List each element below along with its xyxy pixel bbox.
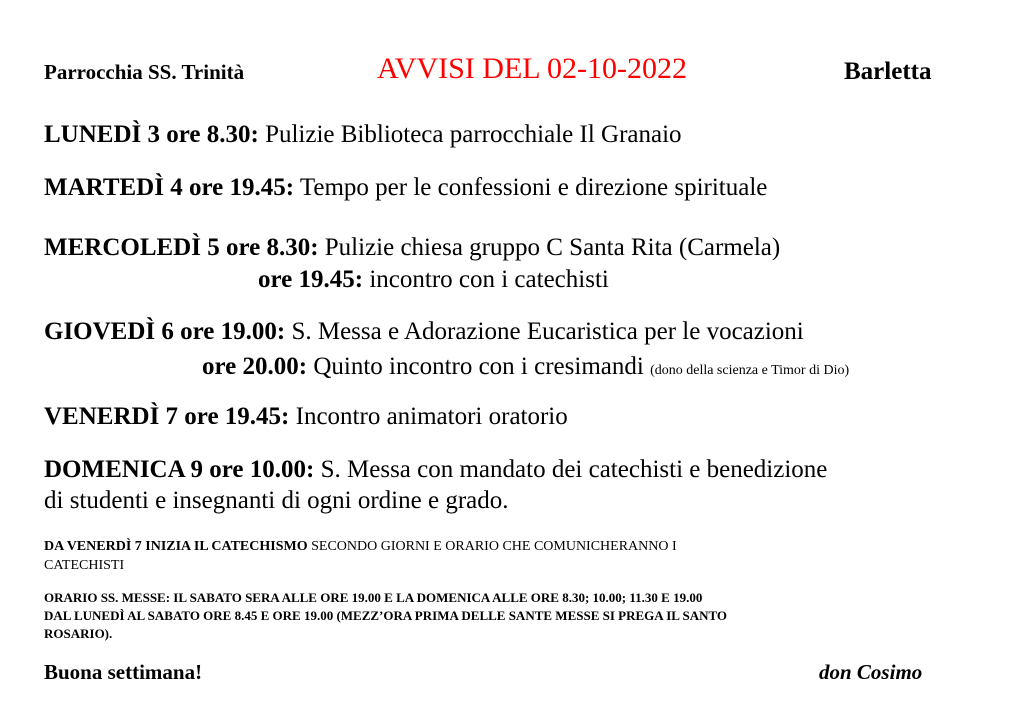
event-text: incontro con i catechisti — [369, 266, 609, 293]
event-text: Tempo per le confessioni e direzione spirituale — [299, 174, 768, 201]
event-tuesday — [44, 173, 767, 203]
mass-schedule-line-3: ROSARIO). — [44, 626, 113, 641]
event-text: di studenti e insegnanti di ogni ordine e grado. — [44, 487, 509, 514]
event-key: MERCOLEDÌ 5 ore 8.30: — [44, 234, 319, 261]
page-title: AVVISI DEL 02-10-2022 — [377, 52, 687, 85]
event-thursday-evening — [202, 352, 849, 386]
event-thursday — [44, 317, 804, 347]
catechism-notice-continued — [44, 556, 124, 575]
event-sunday-continued — [44, 486, 509, 516]
catechism-notice — [44, 537, 677, 556]
parish-name: Parrocchia SS. Trinità — [44, 60, 245, 84]
notice-key: DA VENERDÌ 7 INIZIA IL CATECHISMO — [44, 539, 308, 554]
event-key: LUNEDÌ 3 ore 8.30: — [44, 121, 259, 148]
event-note: (dono della scienza e Timor di Dio) — [650, 363, 850, 378]
event-sunday — [44, 455, 827, 485]
mass-schedule-line-2: DAL LUNEDÌ AL SABATO ORE 8.45 E ORE 19.00 (MEZZ’ORA PRIMA DELLE SANTE MESSE SI PREGA IL SANTO — [44, 608, 728, 623]
greeting: Buona settimana! — [44, 660, 203, 684]
event-monday — [44, 120, 682, 150]
event-friday — [44, 402, 568, 432]
city-name: Barletta — [844, 58, 932, 85]
notice-text: SECONDO GIORNI E ORARIO CHE COMUNICHERANNO I — [311, 539, 677, 554]
event-text: Pulizie chiesa gruppo C Santa Rita (Carmela) — [324, 234, 781, 261]
event-text: S. Messa e Adorazione Eucaristica per le vocazioni — [291, 318, 804, 345]
event-text: Quinto incontro con i cresimandi — [313, 353, 644, 380]
event-text: Pulizie Biblioteca parrocchiale Il Granaio — [265, 121, 682, 148]
event-key: ore 19.45: — [258, 266, 364, 293]
mass-schedule-line-1: ORARIO SS. MESSE: IL SABATO SERA ALLE ORE 19.00 E LA DOMENICA ALLE ORE 8.30; 10.00; 11.30 E 19.00 — [44, 590, 703, 605]
event-key: ore 20.00: — [202, 353, 308, 380]
event-wednesday — [44, 233, 780, 263]
signature: don Cosimo — [819, 660, 923, 684]
event-key: MARTEDÌ 4 ore 19.45: — [44, 174, 295, 201]
event-key: VENERDÌ 7 ore 19.45: — [44, 403, 290, 430]
event-key: GIOVEDÌ 6 ore 19.00: — [44, 318, 286, 345]
notice-text: CATECHISTI — [44, 558, 125, 573]
event-text: S. Messa con mandato dei catechisti e benedizione — [320, 456, 828, 483]
event-wednesday-evening — [258, 265, 609, 295]
event-text: Incontro animatori oratorio — [295, 403, 568, 430]
event-key: DOMENICA 9 ore 10.00: — [44, 456, 315, 483]
